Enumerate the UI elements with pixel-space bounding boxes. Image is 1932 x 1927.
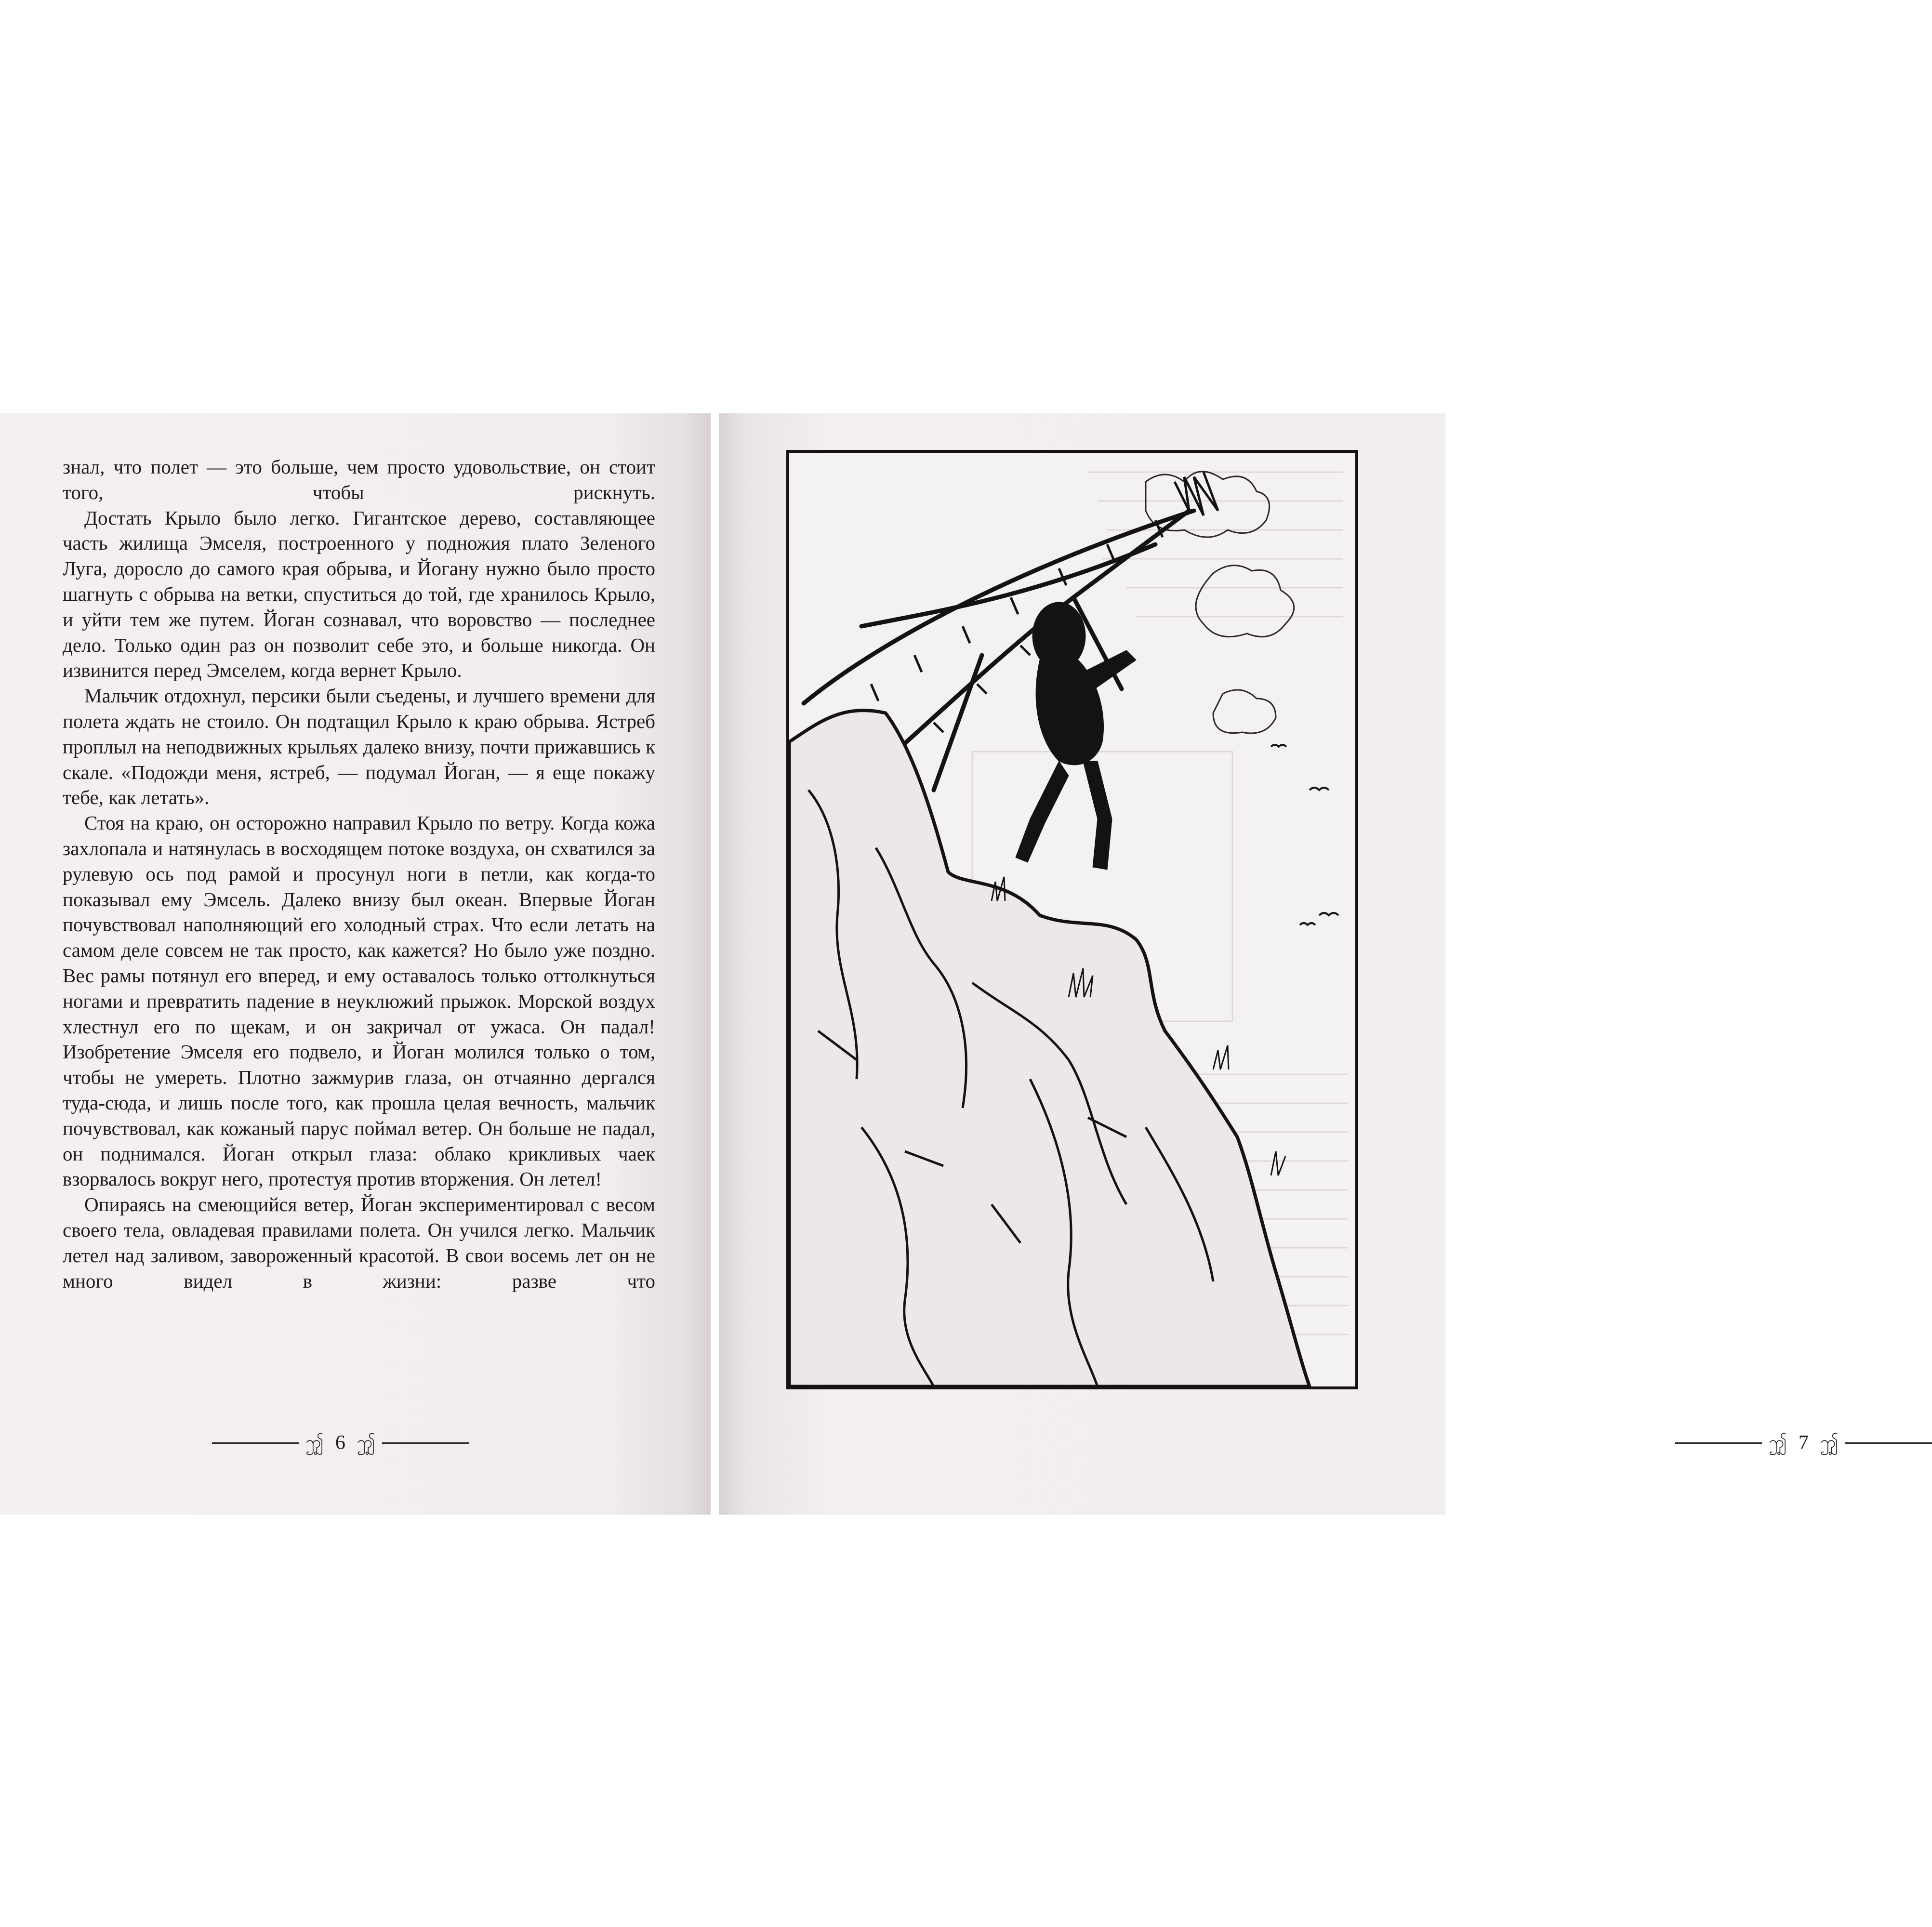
ornament-icon: ꩶ xyxy=(1820,1434,1839,1452)
page-footer xyxy=(212,1433,469,1452)
gutter xyxy=(711,413,719,1515)
footer-rule xyxy=(382,1442,469,1444)
ornament-icon: ꩶ xyxy=(305,1434,324,1452)
left-page xyxy=(0,413,711,1515)
ornament-icon: ꩶ xyxy=(357,1434,375,1452)
illustration-drawing xyxy=(789,453,1355,1386)
paragraph: Опираясь на смеющийся ветер, Йоган экспериментировал с весом своего тела, овладевая правилами полета. Он учился легко. Мальчик летел над заливом, завороженный красотой. В свои восемь лет он не много видел в жизни: разве что xyxy=(63,1193,655,1292)
book-spread xyxy=(0,413,1839,1515)
footer-rule xyxy=(1675,1442,1762,1444)
page-footer xyxy=(1675,1433,1932,1452)
footer-rule xyxy=(212,1442,299,1444)
paragraph: Стоя на краю, он осторожно направил Крыло по ветру. Когда кожа захлопала и натянулась в восходящем потоке воздуха, он схватился за рулевую ось под рамой и просунул ноги в петли, как когда-то показывал ему Эмсель. Далеко внизу был океан. Впервые Йоган почувствовал наполняющий его холодный страх. Что если летать на самом деле совсем не так просто, как кажется? Но было уже поздно. Вес рамы потянул его вперед, и ему оставалось только оттолкнуться ногами и превратить падение в неуклюжий прыжок. Морской воздух хлестнул его по щекам, и он закричал от ужаса. Он падал! Изобретение Эмселя его подвело, и Йоган молился только о том, чтобы не умереть. Плотно зажмурив глаза, он отчаянно дергался туда-сюда, и лишь после того, как прошла целая вечность, мальчик почувствовал, как кожаный парус поймал ветер. Он больше не падал, он поднимался. Йоган открыл глаза: облако крикливых чаек взорвалось вокруг него, протестуя против вторжения. Он летел! xyxy=(63,812,655,1190)
body-text xyxy=(63,454,655,1293)
right-page xyxy=(719,413,1839,1515)
page-number: 6 xyxy=(335,1432,345,1454)
ornament-icon: ꩶ xyxy=(1769,1434,1787,1452)
paragraph: Достать Крыло было легко. Гигантское дерево, составляющее часть жилища Эмселя, построенного у подножия плато Зеленого Луга, доросло до самого края обрыва, и Йогану нужно было просто шагнуть с обрыва на ветки, спуститься до той, где хранилось Крыло, и уйти тем же путем. Йоган сознавал, что воровство — последнее дело. Только один раз он позволит себе это, и больше никогда. Он извинится перед Эмселем, когда вернет Крыло. xyxy=(63,506,655,682)
page-number: 7 xyxy=(1798,1432,1809,1454)
paragraph: Мальчик отдохнул, персики были съедены, и лучшего времени для полета ждать не стоило. Он подтащил Крыло к краю обрыва. Ястреб проплыл на неподвижных крыльях далеко внизу, почти прижавшись к скале. «Подожди меня, ястреб, — подумал Йоган, — я еще покажу тебе, как летать». xyxy=(63,685,655,809)
paragraph: знал, что полет — это больше, чем просто удовольствие, он стоит того, чтобы рискнуть. xyxy=(63,456,655,503)
footer-rule xyxy=(1845,1442,1932,1444)
illustration xyxy=(786,450,1358,1389)
